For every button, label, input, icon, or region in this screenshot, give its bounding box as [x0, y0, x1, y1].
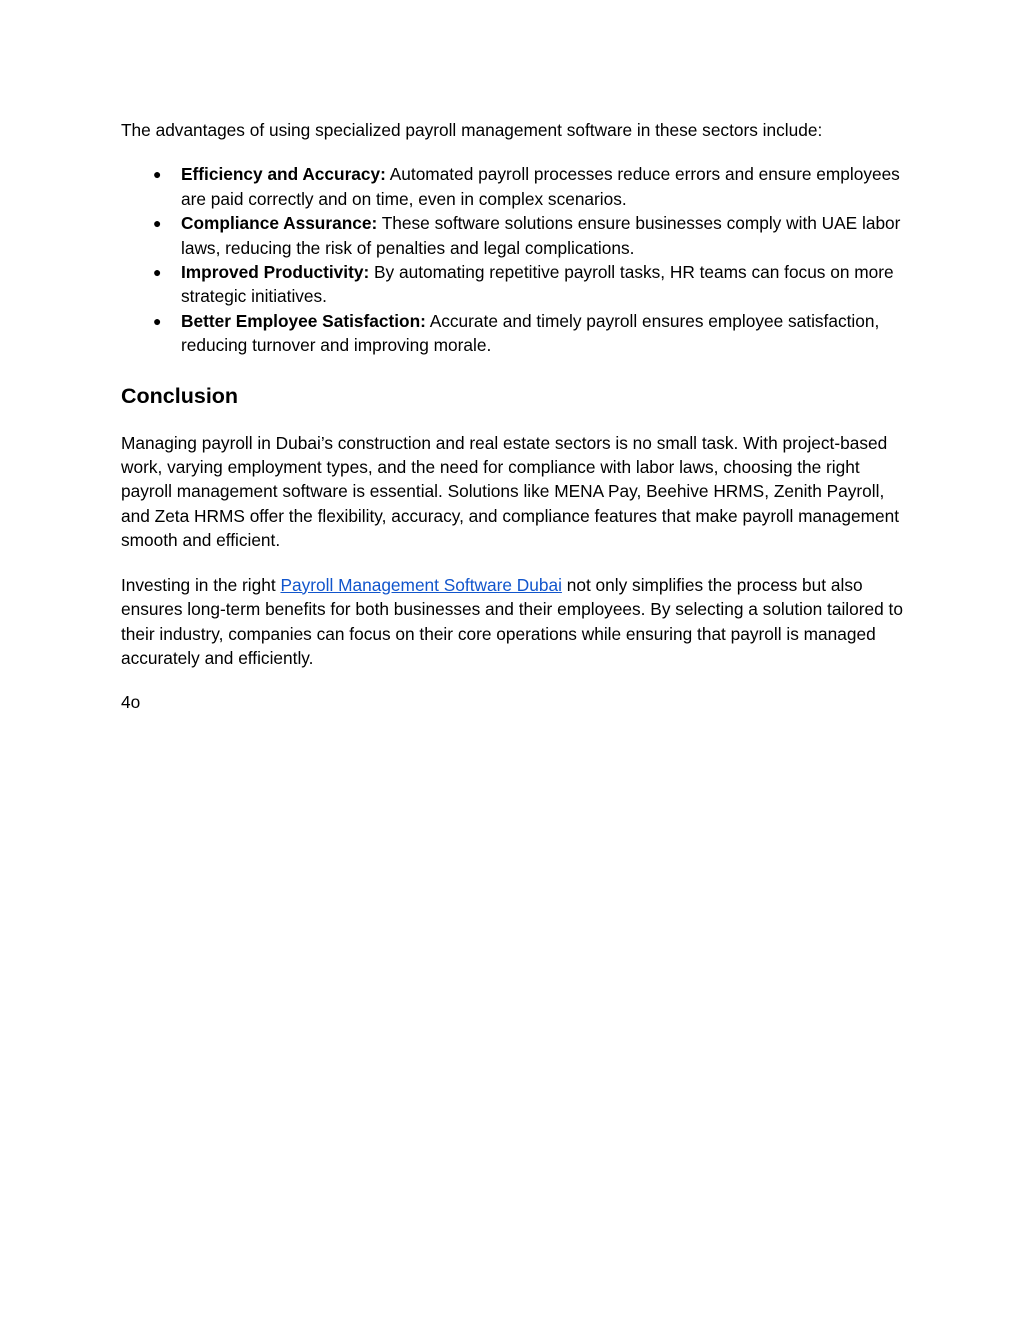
conclusion-paragraph-1: Managing payroll in Dubai’s construction and real estate sectors is no small task. With project-based work, varying employment types, and the need for compliance with labor laws, choosing the right payroll management software is essential. Solutions like MENA Pay, Beehive HRMS, Zenith Payroll, and Zeta HRMS offer the flexibility, accuracy, and compliance features that make payroll management smooth and efficient. — [121, 432, 900, 551]
list-item — [121, 309, 911, 358]
advantages-list — [121, 162, 911, 357]
list-item — [121, 162, 911, 211]
list-item-lead: Efficiency and Accuracy: — [181, 164, 386, 185]
list-item-text: Automated payroll processes reduce errors and ensure employees are paid correctly and on time, even in complex scenarios. — [181, 164, 900, 209]
document-page — [121, 118, 911, 715]
paragraph-text-after-link: not only simplifies the process but also ensures long-term benefits for both businesses and their employees. By selecting a solution tailored to their industry, companies can focus on their core operations while ensuring that payroll is managed accurately and efficiently. — [121, 574, 903, 668]
list-item-text: These software solutions ensure businesses comply with UAE labor laws, reducing the risk of penalties and legal complications. — [181, 213, 901, 258]
paragraph-text-before-link: Investing in the right — [121, 574, 281, 595]
payroll-software-link[interactable]: Payroll Management Software Dubai — [280, 574, 562, 595]
list-item-lead: Compliance Assurance: — [181, 213, 378, 234]
bullet-icon: ● — [153, 166, 162, 183]
list-item — [121, 260, 911, 309]
list-item-text: Accurate and timely payroll ensures employee satisfaction, reducing turnover and improving morale. — [181, 310, 880, 356]
list-item-lead: Better Employee Satisfaction: — [181, 310, 426, 331]
list-item — [121, 211, 911, 260]
footer-note: 4o — [121, 692, 141, 713]
bullet-icon: ● — [153, 312, 162, 329]
bullet-icon: ● — [153, 215, 162, 232]
list-item-text: By automating repetitive payroll tasks, HR teams can focus on more strategic initiatives. — [181, 262, 894, 307]
list-item-lead: Improved Productivity: — [181, 262, 370, 283]
bullet-icon: ● — [153, 264, 162, 281]
conclusion-heading: Conclusion — [121, 383, 239, 408]
conclusion-paragraph-2 — [121, 573, 911, 671]
intro-paragraph: The advantages of using specialized payroll management software in these sectors include: — [121, 120, 823, 140]
